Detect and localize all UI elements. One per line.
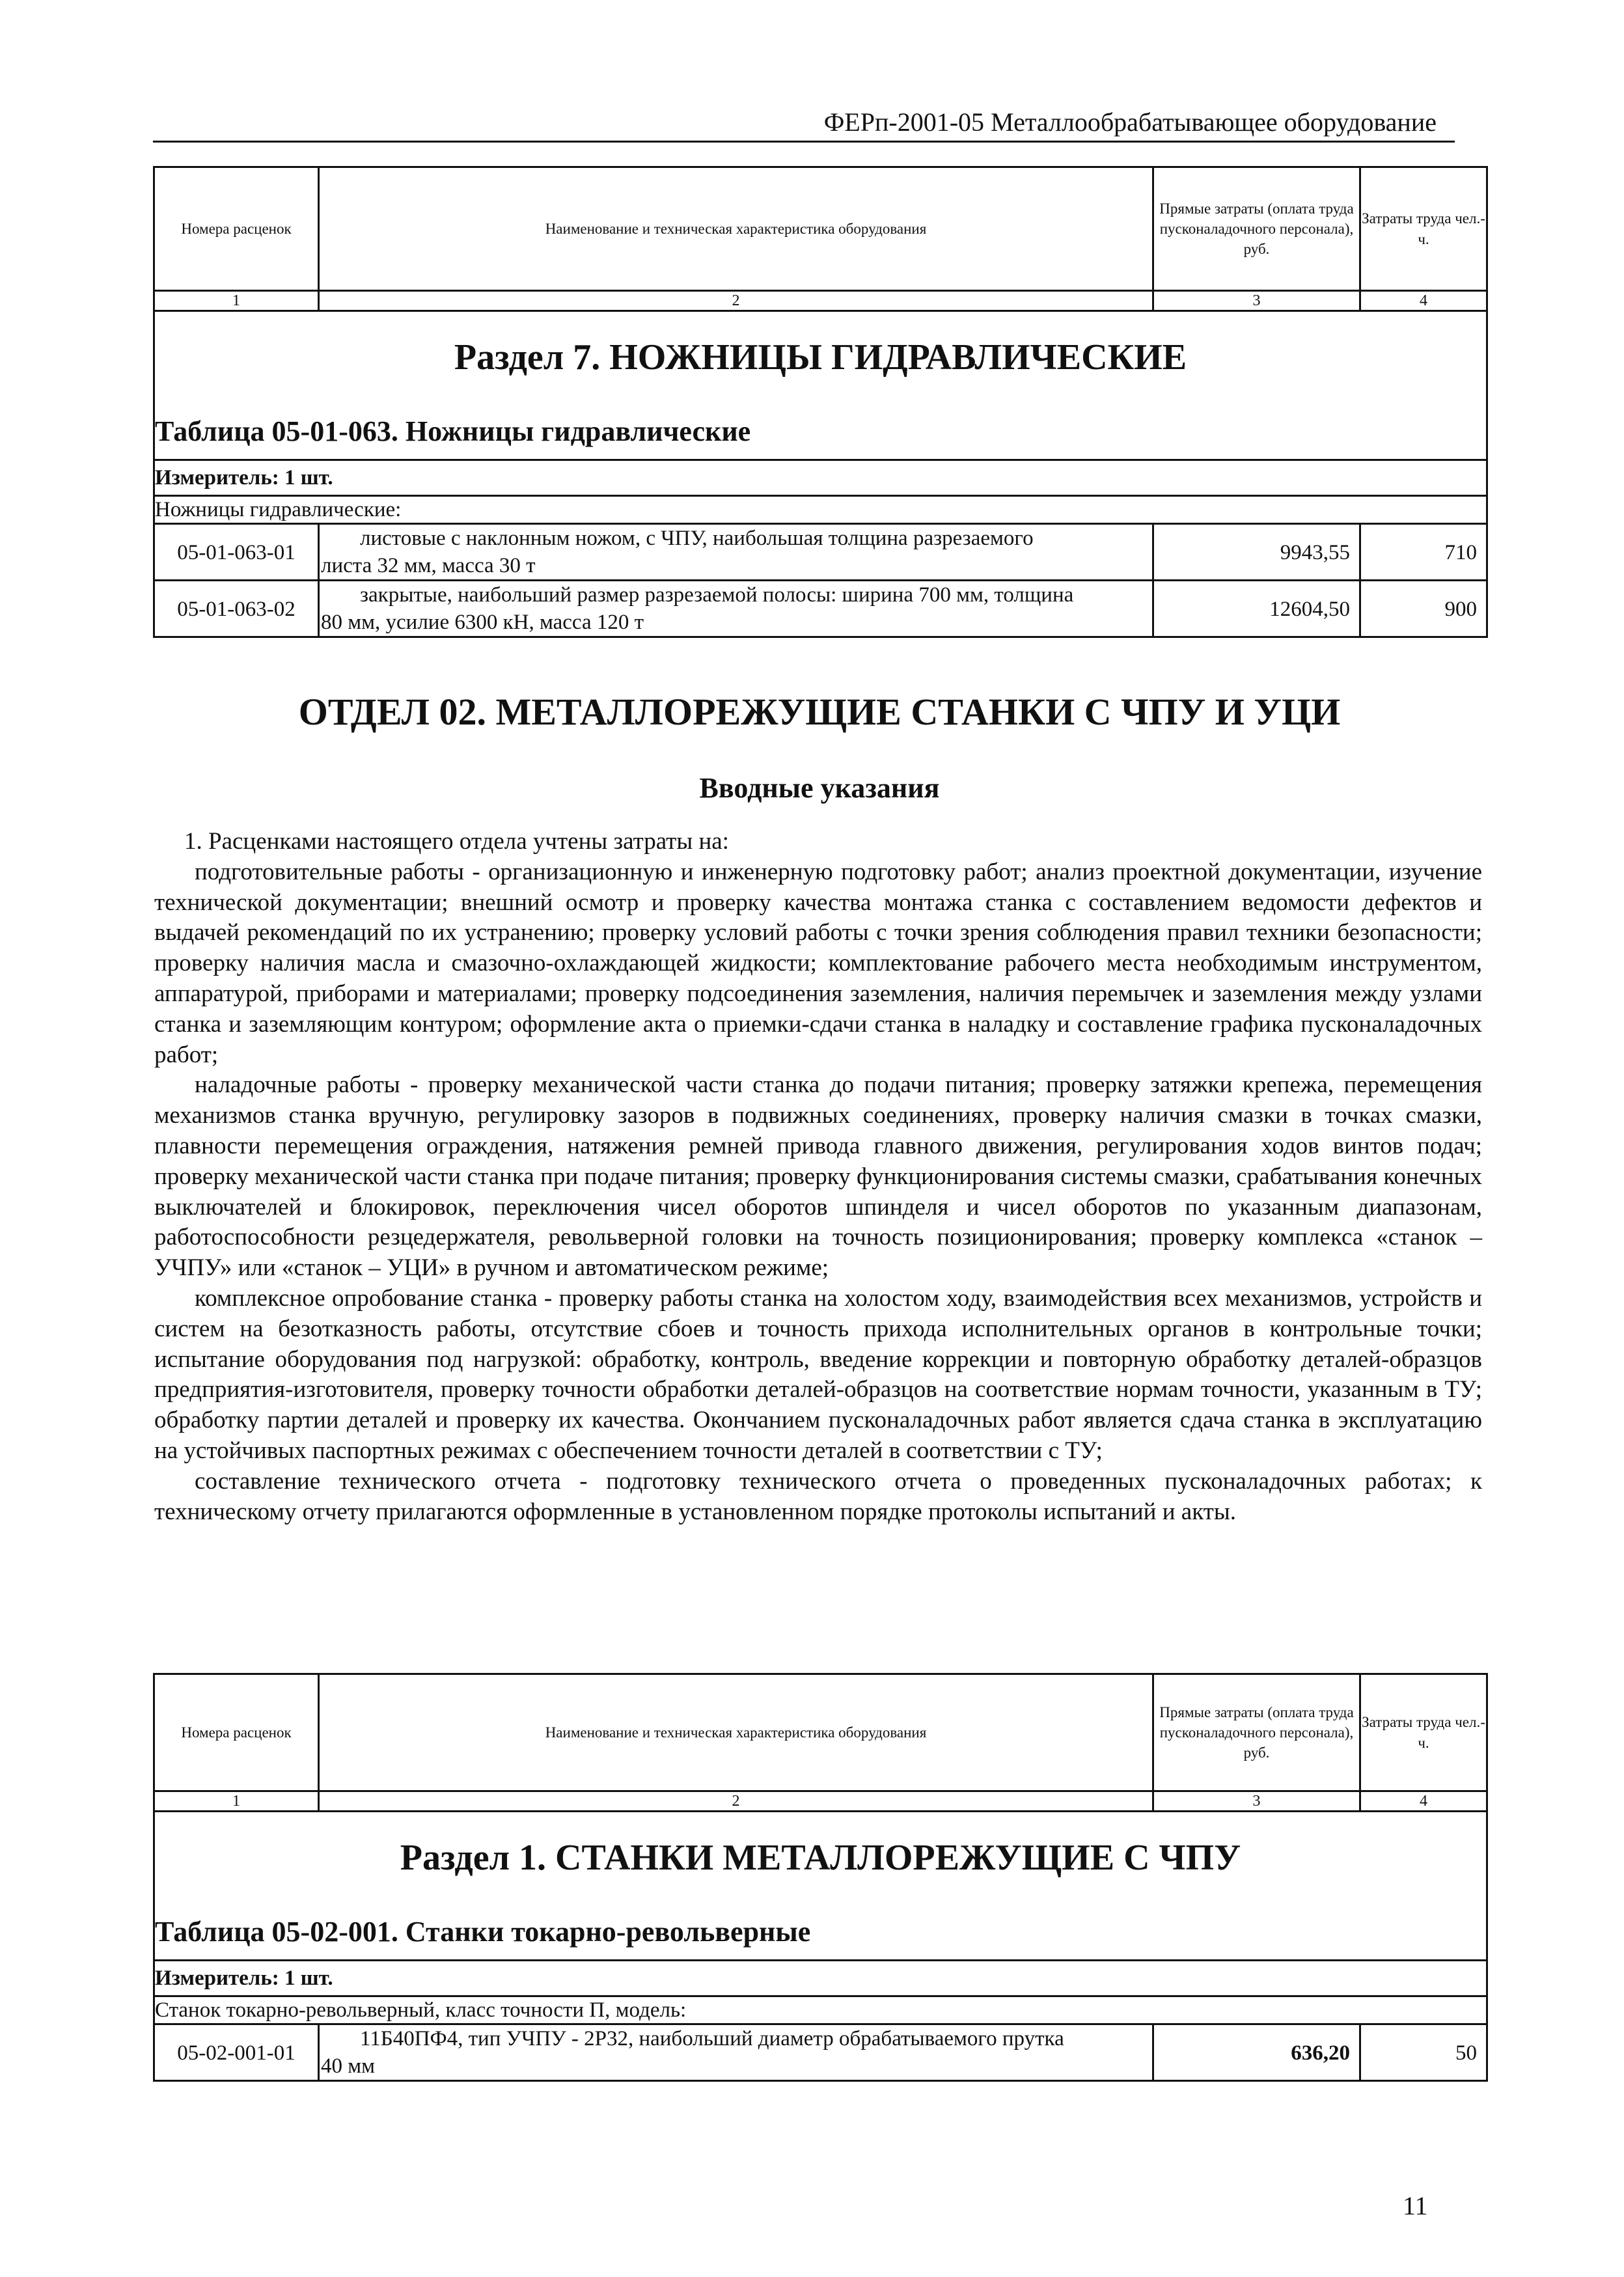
header-codes: Номера расценок (154, 167, 319, 291)
group-row (154, 496, 1487, 524)
header-labor: Затраты труда чел.-ч. (1360, 167, 1487, 291)
rate-labor: 900 (1360, 581, 1487, 637)
header-name: Наименование и техническая характеристика оборудования (319, 167, 1153, 291)
table-row (154, 581, 1487, 637)
table-header-row (154, 1674, 1487, 1791)
section-heading-row (154, 311, 1487, 404)
group-label: Станок токарно-револьверный, класс точности П, модель: (154, 1996, 1487, 2024)
rate-cost: 12604,50 (1153, 581, 1360, 637)
group-label: Ножницы гидравлические: (154, 496, 1487, 524)
table-title: Таблица 05-01-063. Ножницы гидравлические (154, 403, 1487, 460)
column-number-row (154, 291, 1487, 311)
section-heading-row (154, 1812, 1487, 1904)
col-num: 1 (154, 1791, 319, 1812)
rate-description-line: листа 32 мм, масса 30 т (321, 554, 536, 577)
rate-cost: 9943,55 (1153, 524, 1360, 581)
paragraph: подготовительные работы - организационную и инженерную подготовку работ; анализ проектной документации, изучение технической документации; внешний осмотр и проверку качества монтажа станка с составлением ведомости дефектов и выдачей рекомендаций по их устранению; проверку условий работы с точки зрения соблюдения правил техники безопасности; проверку наличия масла и смазочно-охлаждающей жидкости; комплектование рабочего места необходимым инструментом, аппаратурой, приборами и материалами; проверку подсоединения заземления, наличия перемычек и заземления между узлами станка и заземляющим контуром; оформление акта о приемки-сдачи станка в наладку и составление графика пусконаладочных работ; (154, 858, 1482, 1068)
rate-description (319, 2024, 1153, 2081)
running-head-text: ФЕРп-2001-05 Металлообрабатывающее оборудование (823, 107, 1437, 137)
measure-row (154, 460, 1487, 496)
rate-cost: 636,20 (1153, 2024, 1360, 2081)
table-title-row (154, 403, 1487, 460)
rate-description-line: 11Б40ПФ4, тип УЧПУ - 2Р32, наибольший диаметр обрабатываемого прутка (360, 2027, 1064, 2050)
col-num: 2 (319, 1791, 1153, 1812)
rate-description-line: закрытые, наибольший размер разрезаемой полосы: ширина 700 мм, толщина (360, 583, 1074, 607)
col-num: 3 (1153, 1791, 1360, 1812)
running-head (153, 104, 1455, 143)
section-heading: Раздел 1. СТАНКИ МЕТАЛЛОРЕЖУЩИЕ С ЧПУ (154, 1812, 1487, 1904)
table-row (154, 524, 1487, 581)
paragraph: 1. Расценками настоящего отдела учтены затраты на: (184, 828, 729, 855)
measure-row (154, 1961, 1487, 1996)
measure-unit: Измеритель: 1 шт. (154, 1961, 1487, 1996)
rate-labor: 710 (1360, 524, 1487, 581)
section-heading: Раздел 7. НОЖНИЦЫ ГИДРАВЛИЧЕСКИЕ (154, 311, 1487, 404)
rate-labor: 50 (1360, 2024, 1487, 2081)
table-header-row (154, 167, 1487, 291)
measure-unit: Измеритель: 1 шт. (154, 460, 1487, 496)
page-number: 11 (1403, 2191, 1428, 2220)
table-title: Таблица 05-02-001. Станки токарно-револьверные (154, 1903, 1487, 1961)
rate-description (319, 524, 1153, 581)
rate-code: 05-01-063-02 (154, 581, 319, 637)
rates-table-lathes (153, 1673, 1488, 2082)
rate-description-line: листовые с наклонным ножом, с ЧПУ, наибольшая толщина разрезаемого (360, 527, 1034, 550)
table-row (154, 2024, 1487, 2081)
department-heading: ОТДЕЛ 02. МЕТАЛЛОРЕЖУЩИЕ СТАНКИ С ЧПУ И УЦИ (298, 691, 1341, 733)
rate-description-line: 80 мм, усилие 6300 кН, масса 120 т (321, 611, 644, 634)
header-labor: Затраты труда чел.-ч. (1360, 1674, 1487, 1791)
header-codes: Номера расценок (154, 1674, 319, 1791)
header-cost: Прямые затраты (оплата труда пусконаладочного персонала), руб. (1153, 167, 1360, 291)
col-num: 4 (1360, 1791, 1487, 1812)
table-title-row (154, 1903, 1487, 1961)
rate-description (319, 581, 1153, 637)
paragraph: составление технического отчета - подготовку технического отчета о проведенных пусконаладочных работах; к техническому отчету прилагаются оформленные в установленном порядке протоколы испытаний и акты. (154, 1467, 1482, 1525)
rate-code: 05-01-063-01 (154, 524, 319, 581)
rates-table-shears (153, 166, 1488, 638)
intro-text (154, 827, 1482, 1527)
group-row (154, 1996, 1487, 2024)
rate-description-line: 40 мм (321, 2054, 376, 2078)
intro-heading: Вводные указания (699, 772, 940, 804)
paragraph: комплексное опробование станка - проверку работы станка на холостом ходу, взаимодействия всех механизмов, устройств и систем на безотказность работы, отсутствие сбоев и точность прихода исполнительных органов в контрольные точки; испытание оборудования под нагрузкой: обработку, контроль, введение коррекции и повторную обработку деталей-образцов предприятия-изготовителя, проверку точности обработки деталей-образцов на соответствие нормам точности, указанным в ТУ; обработку партии деталей и проверку их качества. Окончанием пусконаладочных работ является сдача станка в эксплуатацию на устойчивых паспортных режимах с обеспечением точности деталей в соответствии с ТУ; (154, 1284, 1482, 1464)
col-num: 2 (319, 291, 1153, 311)
paragraph: наладочные работы - проверку механической части станка до подачи питания; проверку затяжки крепежа, перемещения механизмов станка вручную, регулировку зазоров в подвижных соединениях, проверку наличия смазки в точках смазки, плавности перемещения ограждения, натяжения ремней привода главного движения, регулирования ходов винтов подач; проверку механической части станка при подаче питания; проверку функционирования системы смазки, срабатывания конечных выключателей и блокировок, переключения чисел оборотов шпинделя и чисел оборотов по указанным диапазонам, работоспособности резцедержателя, револьверной головки на точность позиционирования; проверку комплекса «станок – УЧПУ» или «станок – УЦИ» в ручном и автоматическом режиме; (154, 1071, 1482, 1282)
header-cost: Прямые затраты (оплата труда пусконаладочного персонала), руб. (1153, 1674, 1360, 1791)
col-num: 1 (154, 291, 319, 311)
col-num: 4 (1360, 291, 1487, 311)
header-name: Наименование и техническая характеристика оборудования (319, 1674, 1153, 1791)
col-num: 3 (1153, 291, 1360, 311)
rate-code: 05-02-001-01 (154, 2024, 319, 2081)
column-number-row (154, 1791, 1487, 1812)
